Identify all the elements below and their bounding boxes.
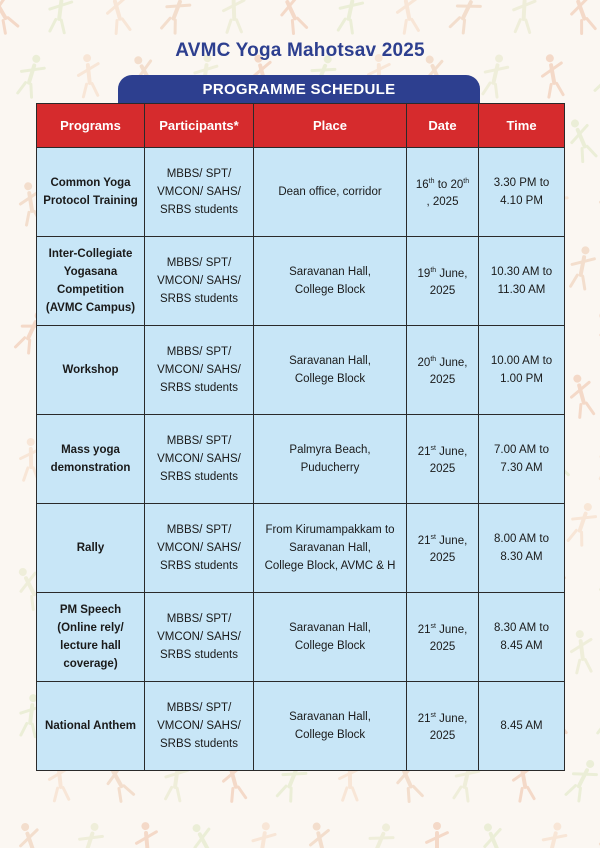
participants-line: SRBS students [160, 471, 238, 483]
place-line: College Block, AVMC & H [264, 560, 396, 572]
participants-line: VMCON/ SAHS/ [157, 453, 241, 465]
date-line: , 2025 [426, 196, 459, 209]
yoga-figure-icon [591, 820, 600, 848]
participants-line: SRBS students [160, 382, 238, 394]
participants-line: MBBS/ SPT/ [166, 257, 232, 269]
program-line: Workshop [62, 364, 119, 376]
yoga-figure-icon [268, 0, 317, 39]
yoga-figure-icon [506, 0, 542, 35]
yoga-figure-icon [388, 0, 430, 37]
yoga-figure-icon [587, 305, 600, 359]
place-line: Puducherry [300, 462, 360, 474]
participants-line: VMCON/ SAHS/ [157, 542, 241, 554]
yoga-figure-icon [559, 498, 600, 551]
place-line: College Block [294, 373, 366, 385]
participants-line: MBBS/ SPT/ [166, 168, 232, 180]
table-row [37, 504, 565, 593]
program-line: Inter-Collegiate [48, 248, 133, 260]
yoga-figure-icon [153, 0, 201, 39]
yoga-figure-icon [591, 436, 600, 485]
yoga-figure-icon [594, 182, 600, 227]
date-cell [407, 593, 479, 682]
program-line: (AVMC Campus) [45, 302, 136, 314]
participants-cell [145, 504, 254, 593]
yoga-figure-icon [563, 628, 600, 676]
date-line: 21st June, [417, 444, 468, 458]
program-line: coverage) [63, 658, 118, 670]
time-line: 8.45 AM [500, 640, 543, 652]
date-line: 2025 [429, 463, 456, 476]
yoga-figure-icon [589, 562, 600, 614]
place-line: Dean office, corridor [278, 186, 382, 198]
program-cell [37, 415, 145, 504]
participants-line: MBBS/ SPT/ [166, 613, 232, 625]
participants-line: SRBS students [160, 738, 238, 750]
place-line: Saravanan Hall, [289, 266, 371, 278]
date-line: 2025 [429, 730, 456, 743]
date-cell [407, 504, 479, 593]
date-line: 2025 [429, 552, 456, 565]
participants-line: SRBS students [160, 649, 238, 661]
place-line: College Block [294, 640, 366, 652]
time-line: 10.00 AM to [490, 355, 553, 367]
date-line: 21st June, [417, 622, 468, 636]
table-row [37, 326, 565, 415]
yoga-figure-icon [420, 822, 454, 848]
place-line: Palmyra Beach, [289, 444, 371, 456]
header-date: Date [407, 104, 479, 148]
yoga-figure-icon [67, 818, 113, 848]
date-line: 16th to 20th [415, 177, 470, 191]
program-cell [37, 504, 145, 593]
place-line: Saravanan Hall, [289, 355, 371, 367]
participants-cell [145, 415, 254, 504]
place-cell [254, 415, 407, 504]
time-line: 10.30 AM to [490, 266, 553, 278]
program-line: Protocol Training [43, 195, 138, 207]
place-line: College Block [294, 729, 366, 741]
yoga-figure-icon [355, 817, 403, 848]
place-cell [254, 682, 407, 771]
time-cell [479, 148, 565, 237]
program-line: (Online rely/ [57, 622, 124, 634]
program-cell [37, 326, 145, 415]
place-line: College Block [294, 284, 366, 296]
program-line: PM Speech [59, 604, 122, 616]
header-programs: Programs [37, 104, 145, 148]
program-line: National Anthem [45, 720, 136, 732]
participants-line: SRBS students [160, 560, 238, 572]
yoga-figure-icon [129, 821, 167, 848]
participants-line: VMCON/ SAHS/ [157, 364, 241, 376]
place-line: Saravanan Hall, [289, 622, 371, 634]
participants-cell [145, 682, 254, 771]
date-cell [407, 326, 479, 415]
place-cell [254, 326, 407, 415]
time-line: 1.00 PM [500, 373, 543, 385]
yoga-figure-icon [300, 819, 344, 848]
table-row [37, 148, 565, 237]
place-cell [254, 504, 407, 593]
yoga-figure-icon [562, 243, 600, 293]
date-line: 2025 [429, 285, 456, 298]
place-cell [254, 148, 407, 237]
yoga-figure-icon [589, 690, 600, 742]
header-participants: Participants* [145, 104, 254, 148]
place-line: Saravanan Hall, [289, 711, 371, 723]
yoga-figure-icon [560, 370, 600, 421]
date-line: 2025 [429, 641, 456, 654]
date-cell [407, 237, 479, 326]
date-cell [407, 682, 479, 771]
yoga-figure-icon [532, 819, 576, 848]
yoga-figure-icon [96, 0, 141, 38]
program-line: Competition [56, 284, 125, 296]
date-cell [407, 415, 479, 504]
time-cell [479, 326, 565, 415]
table-row [37, 415, 565, 504]
program-cell [37, 237, 145, 326]
header-time: Time [479, 104, 565, 148]
program-cell [37, 148, 145, 237]
schedule-table [36, 103, 565, 771]
date-line: 21st June, [417, 711, 468, 725]
participants-line: MBBS/ SPT/ [166, 524, 232, 536]
time-cell [479, 237, 565, 326]
date-cell [407, 148, 479, 237]
yoga-figure-icon [180, 817, 231, 848]
table-row [37, 237, 565, 326]
table-header-row [37, 104, 565, 148]
yoga-figure-icon [559, 0, 600, 38]
participants-cell [145, 326, 254, 415]
yoga-figure-icon [217, 0, 253, 35]
place-line: From Kirumampakkam to [265, 524, 395, 536]
program-cell [37, 682, 145, 771]
time-line: 8.30 AM to [494, 622, 549, 634]
page-title: AVMC Yoga Mahotsav 2025 [175, 40, 425, 61]
date-line: 20th June, [417, 355, 468, 369]
time-line: 7.00 AM to [494, 444, 549, 456]
participants-line: MBBS/ SPT/ [166, 346, 232, 358]
program-line: Rally [76, 542, 105, 554]
participants-line: MBBS/ SPT/ [166, 435, 232, 447]
yoga-figure-icon [243, 820, 283, 848]
date-line: 2025 [429, 374, 456, 387]
table-row [37, 593, 565, 682]
program-line: Yogasana [63, 266, 118, 278]
time-line: 4.10 PM [500, 195, 543, 207]
time-line: 8.00 AM to [494, 533, 549, 545]
participants-line: VMCON/ SAHS/ [157, 186, 241, 198]
time-cell [479, 682, 565, 771]
place-line: Saravanan Hall, [289, 542, 371, 554]
program-line: lecture hall [60, 640, 121, 652]
yoga-figure-icon [41, 0, 80, 36]
place-cell [254, 237, 407, 326]
time-line: 3.30 PM to [493, 177, 550, 189]
participants-line: VMCON/ SAHS/ [157, 631, 241, 643]
program-cell [37, 593, 145, 682]
time-cell [479, 593, 565, 682]
yoga-figure-icon [329, 0, 371, 37]
yoga-figure-icon [0, 0, 28, 40]
participants-line: SRBS students [160, 293, 238, 305]
program-line: Mass yoga [61, 444, 120, 456]
yoga-figure-icon [442, 0, 492, 39]
date-line: 19th June, [417, 266, 468, 280]
participants-line: MBBS/ SPT/ [166, 702, 232, 714]
time-line: 11.30 AM [497, 284, 546, 296]
participants-cell [145, 593, 254, 682]
program-line: Common Yoga [50, 177, 131, 189]
date-line: 21st June, [417, 533, 468, 547]
table-row [37, 682, 565, 771]
yoga-figure-icon [8, 818, 54, 848]
participants-cell [145, 237, 254, 326]
participants-line: VMCON/ SAHS/ [157, 275, 241, 287]
time-cell [479, 504, 565, 593]
place-cell [254, 593, 407, 682]
program-line: demonstration [50, 462, 131, 474]
participants-line: VMCON/ SAHS/ [157, 720, 241, 732]
time-line: 8.30 AM [500, 551, 543, 563]
participants-cell [145, 148, 254, 237]
yoga-figure-icon [471, 817, 519, 848]
time-line: 7.30 AM [500, 462, 543, 474]
header-place: Place [254, 104, 407, 148]
participants-line: SRBS students [160, 204, 238, 216]
programme-schedule-tab: PROGRAMME SCHEDULE [118, 75, 480, 104]
time-cell [479, 415, 565, 504]
time-line: 8.45 AM [500, 720, 543, 732]
